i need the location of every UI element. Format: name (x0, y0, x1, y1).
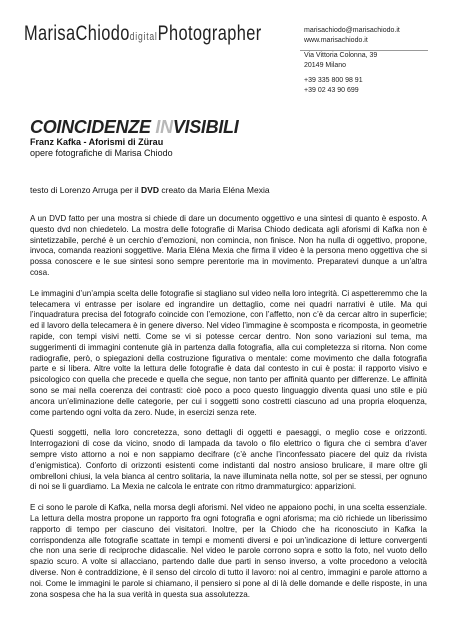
contact-block (304, 26, 400, 95)
logo (24, 22, 329, 46)
email-link[interactable]: marisachiodo@marisachiodo.it (304, 27, 400, 34)
document-header (30, 117, 430, 159)
phone-2: +39 02 43 90 699 (304, 86, 359, 94)
logo-small: digital (129, 31, 158, 43)
document-subtitle: Franz Kafka - Aforismi di Zürau (30, 137, 164, 147)
title-part-2: IN (155, 117, 173, 137)
paragraph: E ci sono le parole di Kafka, nella morsa degli aforismi. Nel video ne appaiono pochi, in una scelta essenziale. La lettura della mostra propone un rapporto fra ogni fotografia e ogni aforisma; ma ciò richiede un liberissimo rapporto di tempo per ciascuno dei visitatori. Inoltre, per la Chiodo che ha riconosciuto in Kafka la corrispondenza alle fotografie scattate in tempi e momenti diversi e poi un’indicazione di letture convergenti che non una serie di reciproche didascalie. Nel video le parole corrono sopra e sotto la foto, nel vuoto dello spazio scuro. A volte si allacciano, partendo dalle due parti in senso inverso, a volte procedono a velocità diverse. Non è contraddizione, è il senso del circolo di tutto il lavoro: noi al centro, immagini e parole attorno a noi. Come le immagini le parole si chiamano, il pensiero si pone al di là delle domande e delle risposte, in una zona sospesa che ha la sua verità in questa sua assolutezza. (30, 503, 427, 599)
credit-dvd: DVD (141, 185, 159, 195)
website-link[interactable]: www.marisachiodo.it (304, 36, 368, 44)
credit-line (30, 185, 270, 196)
document-byline: opere fotografiche di Marisa Chiodo (30, 148, 173, 158)
address-line-2: 20149 Milano (304, 61, 347, 69)
logo-end: Photographer (157, 22, 262, 45)
phone-1: +39 335 800 98 91 (304, 77, 363, 84)
address-line-1: Via Vittoria Colonna, 39 (304, 52, 378, 59)
credit-after: creato da Maria Eléna Mexia (159, 185, 270, 195)
document-title (30, 117, 430, 137)
title-part-1: COINCIDENZE (30, 117, 156, 137)
header-divider (300, 50, 428, 51)
body-text (30, 214, 427, 610)
paragraph: Le immagini d’un’ampia scelta delle fotografie si stagliano sul video nella loro integrità. Ci aspetteremmo che la telecamera vi entrasse per isolare ed ingrandire un dettaglio, come nei quadri narrativi è utile. Ma qui l’inquadratura precisa del fotografo coincide con l’emozione, con l’affetto, non c’è da cercar altro in superficie; ed il lavoro della telecamera è in genere diverso. Nel video l’immagine è scomposta e ricomposta, in geometrie rapide, con tempi visivi netti. Come se vi si potesse cercar dentro. Non sono variazioni sul tema, ma suggerimenti di immagini contenute già in partenza dalla fotografia, alla cui completezza si ritorna. Non come radiografie, però, o spiegazioni della costruzione figurativa o mentale: come movimento che dalla fotografia parte e si libera. Altre volte la lettura delle fotografie è data dal contesto in cui è posta: il rapporto visivo e psicologico con quella che precede e quella che segue, non tanto per affinità quanto per differenze. Le affinità sono se mai nella coerenza dei contrasti: cioè poco a poco questo linguaggio diventa quasi uno stile e più ancora un’eliminazione delle categorie, per cui i soggetti sono costretti ciascuno ad una propria eloquenza, come partendo ogni volta da zero. Nude, in esercizi senza rete. (30, 288, 427, 417)
credit-before: testo di Lorenzo Arruga per il (30, 185, 142, 195)
logo-main: MarisaChiodo (24, 22, 130, 45)
paragraph: A un DVD fatto per una mostra si chiede di dare un documento oggettivo e una sintesi di quanto è esposto. A questo dvd non chiedetelo. La mostra delle fotografie di Marisa Chiodo dedicata agli aforismi di Kafka non è sintetizzabile, perché è un cerchio d’emozioni, non comincia, non finisce. Non ha nulla di oggettivo, propone, invoca, comanda reazioni soggettive. Maria Eléna Mexia che firma il video è la persona meno oggettiva che si possa conoscere e le sue sintesi sono sempre perentorie ma in movimento. Preparatevi dunque a un’altra cosa. (30, 214, 427, 277)
paragraph: Questi soggetti, nella loro concretezza, sono dettagli di oggetti e paesaggi, o meglio cose e orizzonti. Interrogazioni di cose da vicino, snodo di lampada da tavolo o filo elettrico o figura che ci sembra d’aver sempre visto attorno a noi e non sappiamo decifrare (c’è anche l’inconfessato piacere del quiz da rivista d’enigmistica). Conforto di orizzonti esistenti come indistanti dal nostro ansioso brulicare, il mare oltre gli ombrelloni chiusi, la vela bianca al centro solitaria, la nave illuminata nella notte, sol per se stessi, per ognuno di noi se li guardiamo. La Mexia ne calcola le entrate con ritmo drammaturgico: apparizioni. (30, 428, 427, 492)
title-part-3: VISIBILI (172, 117, 239, 137)
logo-text (24, 22, 262, 46)
